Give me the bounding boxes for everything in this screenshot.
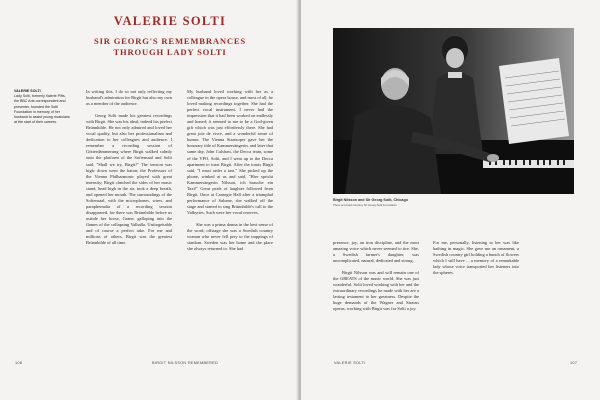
right-page-number: 107	[570, 361, 578, 365]
paragraph: She was a prima donna in the best sense of the word; offstage she was a Swedish country woman who never fell prey to the trappings of stardom. Sweden was her home and the place she always returned to. She had	[187, 221, 273, 252]
photo-caption	[333, 198, 574, 207]
text-column-1	[86, 89, 172, 246]
paragraph: For me, personally, listening to her was like bathing in magic. She gave me an ornament, a Swedish country girl holding a bunch of flowers which I still have ... a memory of a remarkable lady whose voice transported her listeners into the spheres.	[433, 240, 519, 276]
text-column-3	[333, 240, 419, 313]
photo-nilsson-solti	[333, 28, 574, 194]
left-running-head: BIRGIT NILSSON REMEMBERED	[151, 361, 219, 365]
paragraph: In writing this, I do so not only reflecting my husband's admiration for Birgit but also my own as a member of the audience.	[86, 89, 172, 107]
paragraph: Georg Solti made his greatest recordings with Birgit. She was his ideal, indeed his perfect Brünnhilde. He not only admired and loved her vocal quality, but also her professionalism and dedication to her colleagues and audience. I remember a recording session of Götterdämmerung where Birgit walked calmly onto the platform of the Sofiensaal and Solti said, "Shall we try, Birgit?" The tension was high: down went the baton; the Professors of the Vienna Philharmonic played with great intensity; Birgit clutched the sides of her music stand, head high in the air, took a deep breath, and opened her mouth. The surroundings of the Sofiensaal, with the microphones, wires, and paraphernalia of a recording session disappeared, for there was Brünnhilde before us astride her horse, Grane, galloping into the flames of the collapsing Valhalla. Unforgettable and of course a perfect take. For me and millions of others, Birgit was the greatest Brünnhilde of all time.	[86, 113, 172, 246]
subtitle-line-1: SIR GEORG'S REMEMBRANCES	[94, 36, 246, 46]
paragraph: My husband loved working with her as a colleague in the opera house, and most of all, he loved making recordings together. She had the perfect vocal instrument. I never had the impression that it had been worked on endlessly and honed; it seemed to me to be a God-given gift which was just effortlessly there. She had great joie de vivre, and a wonderful sense of humor. The Vienna Staatsoper gave her the honorary title of Kammersängerin, and later that same day, John Culshaw, the Decca team, some of the VPO, Solti, and I went up to the Decca apartment to toast Birgit. After the toasts Birgit said, "I must order a taxi." She picked up the phone, winked at us and said, "Hier spricht Kammersängerin Nilsson, ich brauche ein Taxi!" Great peals of laughter followed from Birgit. Once at Carnegie Hall after a triumphal performance of Salome, she walked off the stage and started to sing Brünnhilde's call to the Valkyries. Such were her vocal reserves.	[187, 89, 273, 215]
author-bio-sidebar	[14, 89, 70, 125]
left-page	[0, 0, 299, 400]
photo-caption-text: Birgit Nilsson and Sir Georg Solti, Chicago	[333, 198, 408, 202]
article-title: VALERIE SOLTI	[113, 14, 227, 28]
paragraph: presence, joy, an iron discipline, and the most amazing voice which never seemed to tire. She, a Swedish farmer's daughter, was uncomplicated, natural, dedicated and strong.	[333, 240, 419, 264]
author-bio-text: Lady Solti, formerly Valerie Pitts, the BBC Arts correspondent and presenter, founded the Solti Foundation in memory of her husband to assist young musicians at the start of their careers.	[14, 94, 70, 125]
author-bio-heading: VALERIE SOLTI	[14, 89, 41, 93]
left-page-number: 106	[15, 361, 23, 365]
text-column-2	[187, 89, 273, 252]
subtitle-line-2: THROUGH LADY SOLTI	[113, 47, 227, 57]
article-subtitle	[70, 36, 270, 58]
paragraph: Birgit Nilsson was and will remain one of the GREATS of the music world. She was just wonderful. Solti loved working with her and the extraordinary recordings he made with her are a lasting testament to her greatness. Despite the huge demands of the Wagner and Strauss operas, working with Birgit was for Solti a joy.	[333, 270, 419, 312]
right-running-head: VALERIE SOLTI	[334, 361, 366, 365]
photo-illustration	[333, 28, 574, 194]
text-column-4	[433, 240, 519, 276]
photo-credit: Photo provided courtesy Sir Georg Solti Foundation	[333, 203, 397, 207]
